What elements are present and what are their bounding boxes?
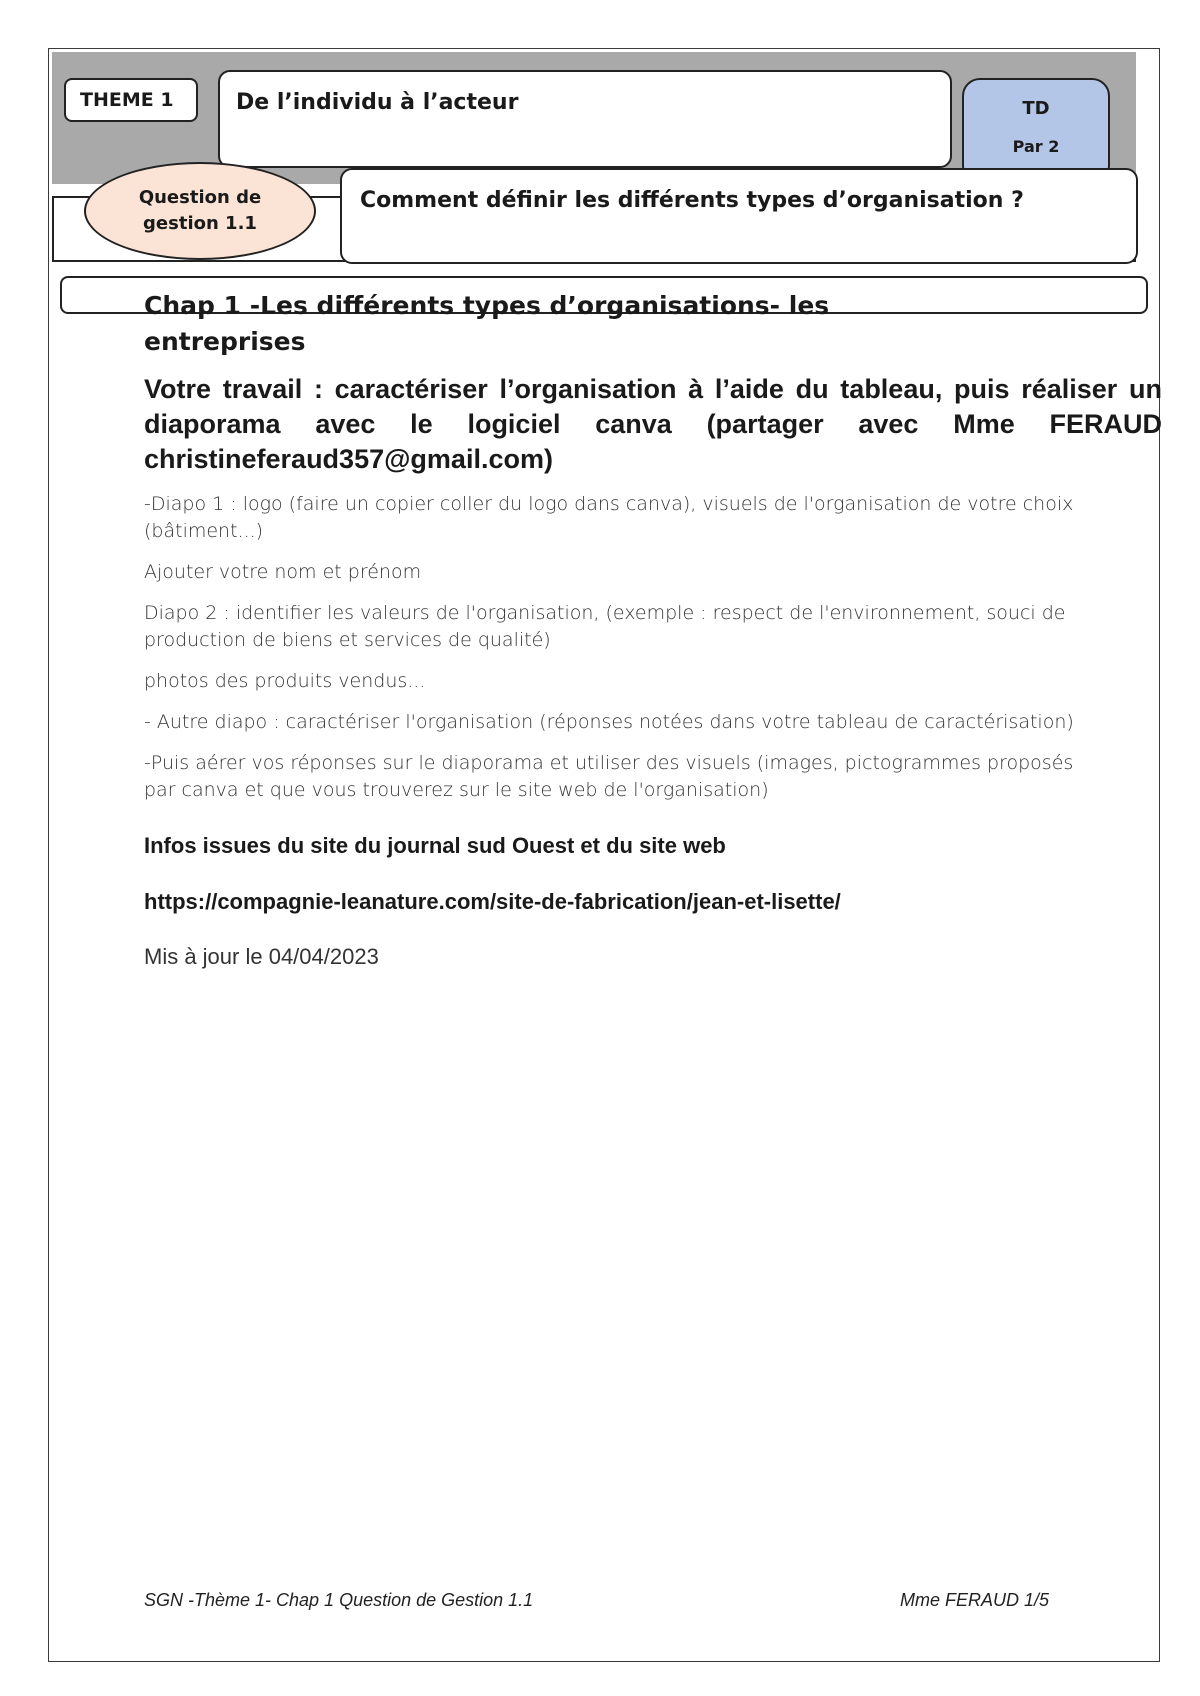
update-date: Mis à jour le 04/04/2023 [144,944,379,969]
work-heading: Votre travail : caractériser l’organisation à l’aide du tableau, puis réaliser un diaporama avec le logiciel canva (partager avec Mme FERAUD christineferaud357@gmail.com) [144,374,1162,474]
paragraph-diapo-1: -Diapo 1 : logo (faire un copier coller du logo dans canva), visuels de l'organisation de votre choix (bâtiment...) [144,493,1074,542]
footer-right: Mme FERAUD 1/5 [900,1590,1050,1610]
td-sub-label: Par 2 [1012,137,1060,156]
question-text: Comment définir les différents types d’organisation ? [360,188,1024,213]
paragraph-diapo-2: Diapo 2 : identifier les valeurs de l'organisation, (exemple : respect de l'environnement, souci de production de biens et services de qualité) [144,602,1066,651]
theme-title: De l’individu à l’acteur [236,90,519,115]
question-oval-label: Question de gestion 1.1 [138,186,262,234]
paragraph-other-diapo: - Autre diapo : caractériser l'organisation (réponses notées dans votre tableau de caractérisation) [144,711,1074,733]
td-label: TD [1022,98,1050,119]
question-oval [84,162,316,260]
chapter-title: Chap 1 -Les différents types d’organisations- les entreprises [144,291,830,356]
paragraph-photos: photos des produits vendus... [144,670,426,692]
question-box [340,168,1138,264]
footer-left: SGN -Thème 1- Chap 1 Question de Gestion 1.1 [144,1590,534,1610]
theme-title-box [218,70,952,168]
paragraph-visuals: -Puis aérer vos réponses sur le diaporama et utiliser des visuels (images, pictogrammes proposés par canva et que vous trouverez sur le site web de l'organisation) [144,752,1074,801]
source-url-link[interactable]: https://compagnie-leanature.com/site-de-fabrication/jean-et-lisette/ [144,889,841,914]
main-content [144,372,1162,970]
infos-line: Infos issues du site du journal sud Ouest et du site web [144,833,726,858]
theme-label: THEME 1 [80,89,174,111]
paragraph-name: Ajouter votre nom et prénom [144,561,422,583]
theme-label-box [64,78,198,122]
